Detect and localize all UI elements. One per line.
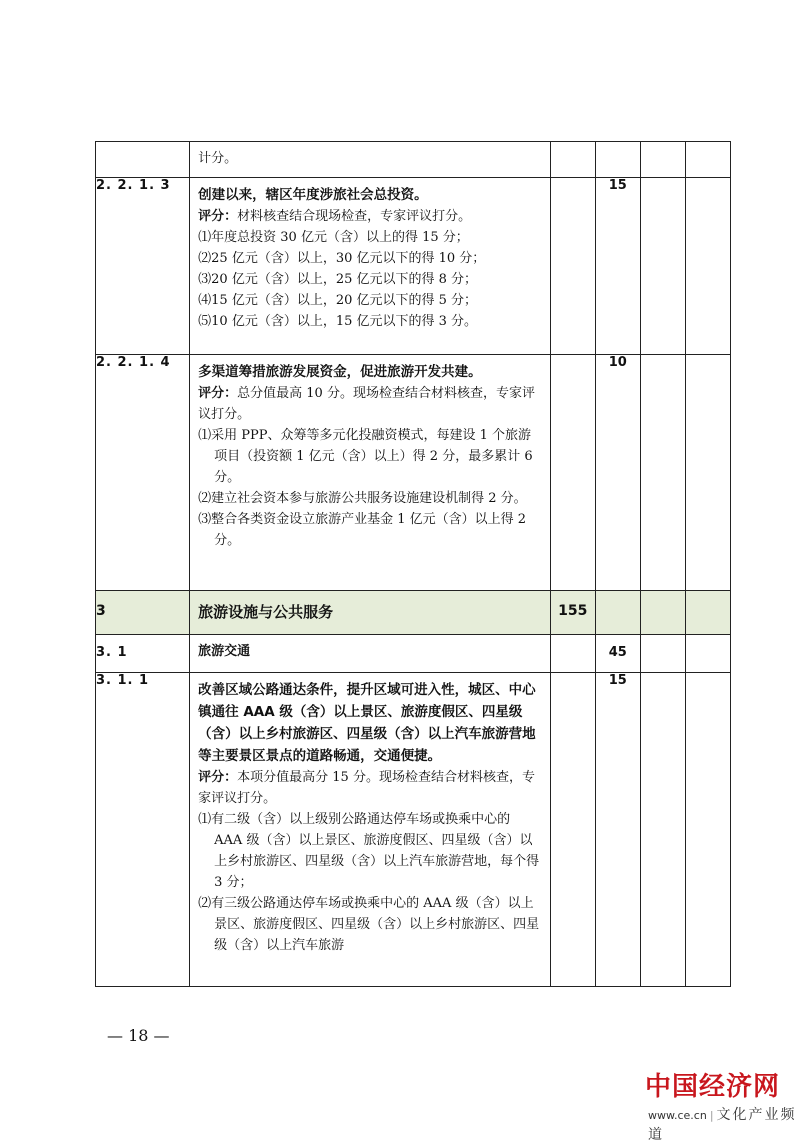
list-item: ⑶整合各类资金设立旅游产业基金 1 亿元（含）以上得 2 分。 [198, 512, 527, 548]
list-item: ⑵建立社会资本参与旅游公共服务设施建设机制得 2 分。 [198, 491, 527, 506]
list-item: ⑴采用 PPP、众筹等多元化投融资模式，每建设 1 个旅游项目（投资额 1 亿元（含）以上）得 2 分，最多累计 6 分。 [198, 428, 533, 485]
row-code: 2. 2. 1. 3 [96, 178, 190, 355]
subsection-score: 45 [595, 635, 640, 673]
row-code [96, 142, 190, 178]
scoring-line: 评分：本项分值最高分 15 分。现场检查结合材料核查，专家评议打分。 [198, 770, 535, 806]
list-item: ⑴年度总投资 30 亿元（含）以上的得 15 分； [198, 230, 469, 245]
row-code: 2. 2. 1. 4 [96, 355, 190, 591]
row-content [190, 178, 551, 355]
subsection-code: 3. 1 [96, 635, 190, 673]
subsection-title: 旅游交通 [190, 635, 551, 673]
watermark-url: www.ce.cn [648, 1109, 707, 1122]
page-number: — 18 — [107, 1026, 170, 1045]
watermark-channel: 文化产业频道 [648, 1107, 797, 1143]
row-score: 15 [595, 178, 640, 355]
watermark-logo: 中国经济网 [645, 1072, 781, 1102]
item-title: 改善区域公路通达条件，提升区域可进入性，城区、中心镇通往 AAA 级（含）以上景区、旅游度假区、四星级（含）以上乡村旅游区、四星级（含）以上汽车旅游营地等主要景区景点的道路畅通，交通便捷。 [198, 682, 536, 764]
table-row [96, 178, 731, 355]
section-code: 3 [96, 591, 190, 635]
content-line: 计分。 [198, 151, 238, 166]
section-total: 155 [550, 591, 595, 635]
section-row [96, 591, 731, 635]
scoring-table [95, 141, 731, 987]
row-content [190, 673, 551, 987]
scoring-line: 评分：总分值最高 10 分。现场检查结合材料核查，专家评议打分。 [198, 386, 535, 422]
row-content [190, 142, 551, 178]
subsection-row [96, 635, 731, 673]
row-content [190, 355, 551, 591]
list-item: ⑶20 亿元（含）以上，25 亿元以下的得 8 分； [198, 272, 478, 287]
list-item: ⑷15 亿元（含）以上，20 亿元以下的得 5 分； [198, 293, 478, 308]
section-title: 旅游设施与公共服务 [190, 591, 551, 635]
row-score: 10 [595, 355, 640, 591]
row-score: 15 [595, 673, 640, 987]
list-item: ⑵25 亿元（含）以上，30 亿元以下的得 10 分； [198, 251, 486, 266]
list-item: ⑸10 亿元（含）以上，15 亿元以下的得 3 分。 [198, 314, 478, 329]
watermark-caption: www.ce.cn | 文化产业频道 [648, 1107, 797, 1143]
table-row [96, 142, 731, 178]
list-item: ⑴有二级（含）以上级别公路通达停车场或换乘中心的 AAA 级（含）以上景区、旅游度假区、四星级（含）以上乡村旅游区、四星级（含）以上汽车旅游营地，每个得 3 分； [198, 812, 540, 890]
row-code: 3. 1. 1 [96, 673, 190, 987]
table-row [96, 673, 731, 987]
item-title: 创建以来，辖区年度涉旅社会总投资。 [198, 187, 428, 203]
table-row [96, 355, 731, 591]
scoring-line: 评分：材料核查结合现场检查，专家评议打分。 [198, 209, 472, 224]
item-title: 多渠道筹措旅游发展资金，促进旅游开发共建。 [198, 364, 482, 380]
list-item: ⑵有三级公路通达停车场或换乘中心的 AAA 级（含）以上景区、旅游度假区、四星级（含）以上乡村旅游区、四星级（含）以上汽车旅游 [198, 896, 540, 953]
